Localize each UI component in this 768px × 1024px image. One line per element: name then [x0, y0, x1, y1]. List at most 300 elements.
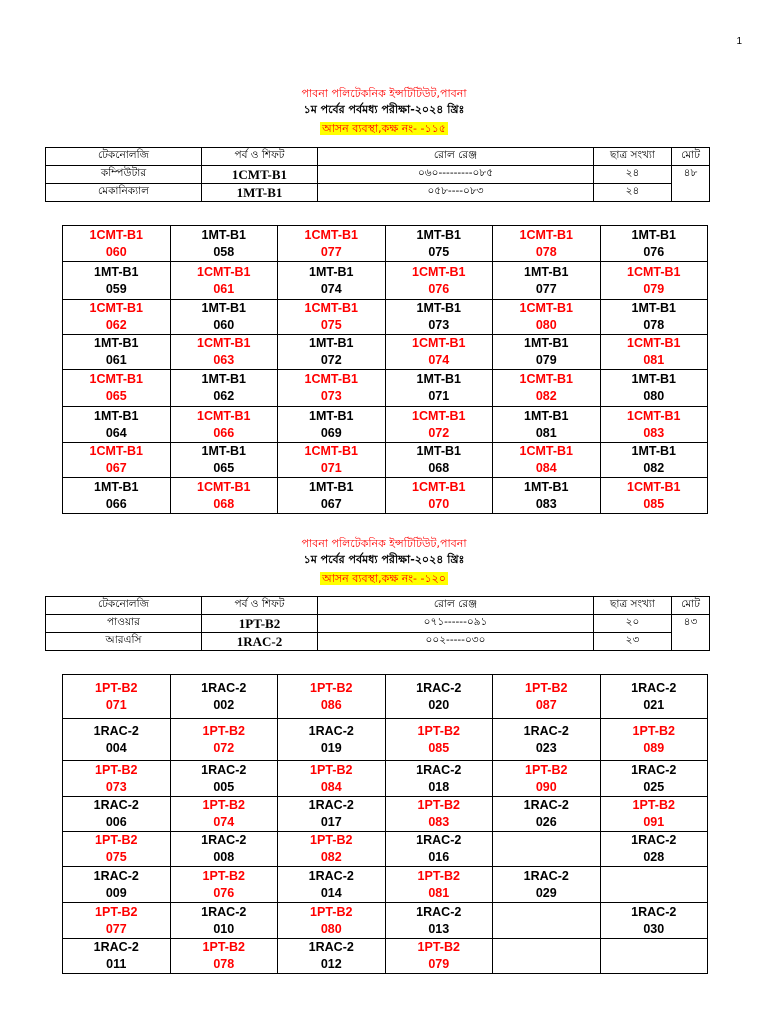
seat-cell: [600, 262, 708, 300]
seat-group: 1PT-B2: [417, 940, 460, 954]
seat-cell: [600, 832, 708, 867]
seat-group: 1CMT-B1: [89, 301, 143, 315]
seat-cell: [493, 675, 601, 719]
seat-roll: 075: [428, 244, 450, 259]
seat-cell: [600, 443, 708, 478]
seat-cell: [385, 797, 493, 832]
header-shift: পর্ব ও শিফট: [202, 597, 318, 615]
seat-cell: [170, 335, 278, 370]
header-roll-range: রোল রেঞ্জ: [318, 148, 594, 166]
seat-row: [63, 903, 708, 939]
seat-roll: 060: [213, 318, 235, 332]
seat-roll: 077: [320, 244, 342, 259]
seat-roll: 058: [213, 244, 235, 259]
seat-group: 1RAC-2: [93, 798, 139, 812]
seat-group: 1PT-B2: [417, 723, 460, 738]
seat-cell: [170, 443, 278, 478]
seat-group: 1PT-B2: [417, 868, 460, 883]
seat-roll: 073: [320, 389, 342, 403]
technology-cell: মেকানিক্যাল: [46, 184, 202, 202]
summary-header-row: [46, 148, 710, 166]
seat-roll: 010: [213, 921, 235, 936]
seat-roll: 075: [105, 850, 127, 864]
seat-roll: 083: [428, 815, 450, 829]
total-cell: ৪৮: [672, 166, 710, 202]
seat-cell: [278, 832, 386, 867]
seat-row: [63, 226, 708, 262]
seat-roll: 085: [428, 740, 450, 755]
seat-group: 1RAC-2: [523, 798, 569, 812]
seat-cell: [63, 443, 171, 478]
seat-cell: [385, 226, 493, 262]
seat-roll: 081: [535, 425, 557, 440]
seat-group: 1CMT-B1: [627, 408, 681, 423]
technology-cell: কম্পিউটার: [46, 166, 202, 184]
seat-roll: 068: [213, 496, 235, 511]
seat-group: 1MT-B1: [201, 301, 246, 315]
seat-roll: 081: [428, 885, 450, 900]
seat-group: 1MT-B1: [524, 479, 569, 494]
seat-group: 1RAC-2: [93, 868, 139, 883]
seat-cell: [170, 226, 278, 262]
seat-group: 1RAC-2: [416, 833, 462, 847]
seat-cell: [493, 226, 601, 262]
seat-roll: 071: [320, 461, 342, 475]
seat-cell: [278, 226, 386, 262]
seat-cell: [385, 443, 493, 478]
seat-cell: [170, 797, 278, 832]
seat-cell: [63, 675, 171, 719]
seat-cell: [278, 675, 386, 719]
seat-group: 1CMT-B1: [197, 479, 251, 494]
student-count-cell: ২৩: [594, 633, 672, 651]
seat-cell: [385, 370, 493, 407]
seat-roll: 078: [643, 318, 665, 332]
header-shift: পর্ব ও শিফট: [202, 148, 318, 166]
seat-cell: [63, 719, 171, 761]
seat-roll: 090: [535, 779, 557, 794]
seat-cell: [493, 478, 601, 514]
seat-cell: [385, 903, 493, 939]
seat-roll: 081: [643, 353, 665, 367]
seat-roll: 082: [535, 389, 557, 403]
seat-cell: [600, 478, 708, 514]
seat-cell: [385, 675, 493, 719]
seat-group: 1PT-B2: [310, 762, 353, 777]
shift-cell: 1CMT-B1: [202, 166, 318, 184]
seat-group: 1CMT-B1: [304, 372, 358, 386]
seat-grid: [62, 225, 708, 514]
seat-roll: 002: [213, 697, 235, 712]
seat-group: 1RAC-2: [308, 868, 354, 883]
seat-group: 1PT-B2: [310, 680, 353, 695]
seat-group: 1PT-B2: [95, 680, 138, 695]
seat-roll: 012: [320, 957, 342, 971]
seat-group: 1MT-B1: [201, 227, 246, 242]
seat-roll: 083: [535, 496, 557, 511]
seat-group: 1PT-B2: [525, 762, 568, 777]
seat-roll: 077: [535, 281, 557, 296]
seat-roll: 014: [320, 885, 342, 900]
seat-cell: [600, 226, 708, 262]
seat-group: 1PT-B2: [95, 762, 138, 777]
seat-roll: 080: [643, 389, 665, 403]
seat-group: 1RAC-2: [93, 723, 139, 738]
seat-roll: 073: [105, 779, 127, 794]
seat-roll: 060: [105, 244, 127, 259]
seat-roll: 078: [213, 957, 235, 971]
seat-cell: [278, 300, 386, 335]
shift-cell: 1PT-B2: [202, 615, 318, 633]
seat-roll: 075: [320, 318, 342, 332]
summary-table: [45, 147, 710, 202]
header-technology: টেকনোলজি: [46, 597, 202, 615]
seat-roll: 076: [213, 885, 235, 900]
student-count-cell: ২৪: [594, 166, 672, 184]
seat-group: 1PT-B2: [525, 680, 568, 695]
seat-roll: 026: [535, 815, 557, 829]
seat-roll: 066: [213, 425, 235, 440]
seat-row: [63, 443, 708, 478]
seat-roll: 086: [320, 697, 342, 712]
seat-group: 1CMT-B1: [304, 444, 358, 458]
seat-roll: 079: [643, 281, 665, 296]
seat-group: 1MT-B1: [94, 264, 139, 279]
seat-cell: [63, 832, 171, 867]
seat-row: [63, 719, 708, 761]
seat-cell: [385, 867, 493, 903]
seat-group: 1RAC-2: [201, 904, 247, 919]
seat-cell: [385, 300, 493, 335]
seat-roll: 067: [320, 496, 342, 511]
seat-cell: [493, 370, 601, 407]
seat-group: 1MT-B1: [631, 444, 676, 458]
seat-cell: [600, 370, 708, 407]
seat-group: 1PT-B2: [202, 723, 245, 738]
seat-roll: 013: [428, 921, 450, 936]
seat-cell: [170, 832, 278, 867]
shift-cell: 1RAC-2: [202, 633, 318, 651]
seat-roll: 017: [320, 815, 342, 829]
seating-room-label: আসন ব্যবস্থা,কক্ষ নং- -১১৫: [322, 122, 446, 135]
seat-group: 1CMT-B1: [627, 336, 681, 350]
seat-row: [63, 370, 708, 407]
empty-seat-cell: [493, 939, 601, 974]
seat-row: [63, 939, 708, 974]
seat-group: 1RAC-2: [201, 680, 247, 695]
seat-cell: [278, 335, 386, 370]
technology-cell: পাওয়ার: [46, 615, 202, 633]
seat-cell: [278, 262, 386, 300]
seat-group: 1CMT-B1: [412, 264, 466, 279]
seat-roll: 084: [535, 461, 557, 475]
seat-cell: [170, 300, 278, 335]
summary-row: [46, 633, 710, 651]
seat-cell: [63, 226, 171, 262]
seat-group: 1CMT-B1: [197, 408, 251, 423]
seat-group: 1RAC-2: [93, 940, 139, 954]
seat-roll: 078: [535, 244, 557, 259]
seat-roll: 079: [535, 353, 557, 367]
seat-cell: [493, 262, 601, 300]
summary-row: [46, 166, 710, 184]
seat-group: 1MT-B1: [309, 479, 354, 494]
exam-title: ১ম পর্বের পর্বমধ্য পরীক্ষা-২০২৪ খ্রিঃ: [303, 553, 465, 566]
seat-cell: [385, 832, 493, 867]
seat-group: 1RAC-2: [416, 762, 462, 777]
empty-seat-cell: [493, 903, 601, 939]
seat-group: 1CMT-B1: [519, 372, 573, 386]
header-technology: টেকনোলজি: [46, 148, 202, 166]
seat-roll: 070: [428, 496, 450, 511]
seat-roll: 074: [428, 353, 450, 367]
seat-roll: 074: [213, 815, 235, 829]
seat-roll: 028: [643, 850, 665, 864]
seat-roll: 025: [643, 779, 665, 794]
seat-group: 1MT-B1: [631, 372, 676, 386]
seat-plan-header-room-120: [0, 536, 768, 585]
seat-group: 1MT-B1: [94, 408, 139, 423]
seat-roll: 071: [428, 389, 450, 403]
seat-group: 1MT-B1: [201, 444, 246, 458]
seat-group: 1PT-B2: [310, 904, 353, 919]
seat-group: 1CMT-B1: [89, 372, 143, 386]
roll-range-cell: ০০২-----০৩০: [318, 633, 594, 651]
seat-roll: 082: [320, 850, 342, 864]
seat-group: 1MT-B1: [416, 372, 461, 386]
seat-roll: 005: [213, 779, 235, 794]
seat-cell: [385, 761, 493, 797]
empty-seat-cell: [600, 867, 708, 903]
seating-room-label: আসন ব্যবস্থা,কক্ষ নং- -১২০: [322, 572, 446, 585]
seat-cell: [63, 370, 171, 407]
seat-roll: 020: [428, 697, 450, 712]
seat-cell: [63, 761, 171, 797]
seat-cell: [170, 719, 278, 761]
seat-group: 1CMT-B1: [412, 408, 466, 423]
seat-cell: [63, 300, 171, 335]
seat-group: 1PT-B2: [202, 798, 245, 812]
seat-cell: [278, 370, 386, 407]
seat-group: 1PT-B2: [95, 833, 138, 847]
seat-group: 1CMT-B1: [197, 336, 251, 350]
seat-cell: [278, 903, 386, 939]
seat-roll: 074: [320, 281, 342, 296]
seat-row: [63, 407, 708, 443]
seat-row: [63, 867, 708, 903]
seat-cell: [600, 300, 708, 335]
seat-row: [63, 832, 708, 867]
seat-group: 1RAC-2: [523, 723, 569, 738]
seat-roll: 076: [428, 281, 450, 296]
seat-group: 1RAC-2: [631, 904, 677, 919]
seat-group: 1RAC-2: [308, 798, 354, 812]
seat-cell: [385, 719, 493, 761]
seat-cell: [170, 675, 278, 719]
seat-row: [63, 797, 708, 832]
seat-roll: 080: [320, 921, 342, 936]
seat-group: 1MT-B1: [416, 301, 461, 315]
header-total: মোট: [672, 148, 710, 166]
seat-roll: 077: [105, 921, 127, 936]
seat-group: 1CMT-B1: [519, 301, 573, 315]
seat-roll: 063: [213, 353, 235, 367]
seat-group: 1RAC-2: [631, 833, 677, 847]
student-count-cell: ২০: [594, 615, 672, 633]
seat-roll: 079: [428, 957, 450, 971]
seat-plan-header-room-115: [0, 86, 768, 135]
empty-seat-cell: [493, 832, 601, 867]
seat-group: 1MT-B1: [416, 227, 461, 242]
seat-roll: 065: [213, 461, 235, 475]
seat-roll: 061: [105, 353, 127, 367]
roll-range-cell: ০৫৮----০৮৩: [318, 184, 594, 202]
seat-roll: 089: [643, 740, 665, 755]
seat-cell: [63, 867, 171, 903]
summary-row: [46, 615, 710, 633]
seat-group: 1RAC-2: [416, 904, 462, 919]
seat-cell: [600, 797, 708, 832]
seat-group: 1MT-B1: [309, 336, 354, 350]
seat-group: 1RAC-2: [308, 723, 354, 738]
seat-group: 1CMT-B1: [197, 264, 251, 279]
seat-cell: [170, 478, 278, 514]
seat-roll: 076: [643, 244, 665, 259]
seat-cell: [63, 478, 171, 514]
seat-cell: [600, 903, 708, 939]
seat-roll: 067: [105, 461, 127, 475]
header-roll-range: রোল রেঞ্জ: [318, 597, 594, 615]
seat-cell: [63, 262, 171, 300]
seat-group: 1RAC-2: [523, 868, 569, 883]
seat-roll: 062: [105, 318, 127, 332]
seat-cell: [170, 903, 278, 939]
total-cell: ৪৩: [672, 615, 710, 651]
seat-group: 1CMT-B1: [304, 227, 358, 242]
seat-roll: 069: [320, 425, 342, 440]
seat-group: 1MT-B1: [94, 336, 139, 350]
seat-group: 1CMT-B1: [519, 444, 573, 458]
seat-cell: [493, 407, 601, 443]
seat-roll: 021: [643, 697, 665, 712]
summary-table: [45, 596, 710, 651]
seat-roll: 004: [105, 740, 127, 755]
seat-roll: 008: [213, 850, 235, 864]
seat-roll: 006: [105, 815, 127, 829]
seat-cell: [278, 867, 386, 903]
seat-group: 1MT-B1: [309, 408, 354, 423]
seat-group: 1MT-B1: [524, 336, 569, 350]
seat-group: 1PT-B2: [202, 868, 245, 883]
seat-cell: [278, 719, 386, 761]
seat-group: 1PT-B2: [310, 833, 353, 847]
seat-roll: 029: [535, 885, 557, 900]
seat-cell: [493, 335, 601, 370]
seat-group: 1CMT-B1: [304, 301, 358, 315]
seat-group: 1CMT-B1: [627, 264, 681, 279]
header-total: মোট: [672, 597, 710, 615]
seat-group: 1MT-B1: [631, 301, 676, 315]
seat-group: 1PT-B2: [202, 940, 245, 954]
seat-roll: 080: [535, 318, 557, 332]
seat-group: 1MT-B1: [631, 227, 676, 242]
seat-group: 1PT-B2: [417, 798, 460, 812]
seat-group: 1MT-B1: [416, 444, 461, 458]
seat-group: 1CMT-B1: [412, 479, 466, 494]
seat-cell: [493, 797, 601, 832]
seat-row: [63, 478, 708, 514]
seat-roll: 009: [105, 885, 127, 900]
seat-group: 1CMT-B1: [627, 479, 681, 494]
seat-row: [63, 300, 708, 335]
seat-roll: 059: [105, 281, 127, 296]
seat-roll: 091: [643, 815, 665, 829]
shift-cell: 1MT-B1: [202, 184, 318, 202]
seat-grid: [62, 674, 708, 974]
seat-cell: [600, 407, 708, 443]
seat-cell: [63, 407, 171, 443]
seat-cell: [385, 262, 493, 300]
institute-name: পাবনা পলিটেকনিক ইন্সটিটিউট,পাবনা: [301, 87, 467, 100]
roll-range-cell: ০৭১------০৯১: [318, 615, 594, 633]
seat-cell: [385, 407, 493, 443]
seat-roll: 073: [428, 318, 450, 332]
seat-roll: 072: [213, 740, 235, 755]
seat-cell: [385, 939, 493, 974]
seat-cell: [493, 867, 601, 903]
seat-roll: 066: [105, 496, 127, 511]
seat-roll: 072: [428, 425, 450, 440]
seat-group: 1MT-B1: [309, 264, 354, 279]
seat-group: 1RAC-2: [201, 762, 247, 777]
seat-cell: [385, 335, 493, 370]
seat-row: [63, 761, 708, 797]
seat-cell: [170, 262, 278, 300]
seat-group: 1PT-B2: [95, 904, 138, 919]
seat-cell: [600, 675, 708, 719]
seat-row: [63, 335, 708, 370]
seat-cell: [278, 478, 386, 514]
seat-cell: [385, 478, 493, 514]
seat-row: [63, 675, 708, 719]
seat-group: 1RAC-2: [308, 940, 354, 954]
seat-roll: 062: [213, 389, 235, 403]
seat-cell: [278, 407, 386, 443]
seat-group: 1CMT-B1: [89, 444, 143, 458]
seat-group: 1MT-B1: [201, 372, 246, 386]
seat-cell: [170, 939, 278, 974]
seat-cell: [170, 370, 278, 407]
seat-roll: 061: [213, 281, 235, 296]
seat-group: 1PT-B2: [632, 723, 675, 738]
seat-group: 1PT-B2: [632, 798, 675, 812]
technology-cell: আরএসি: [46, 633, 202, 651]
seat-group: 1RAC-2: [416, 680, 462, 695]
seat-roll: 018: [428, 779, 450, 794]
exam-title: ১ম পর্বের পর্বমধ্য পরীক্ষা-২০২৪ খ্রিঃ: [303, 103, 465, 116]
seat-roll: 019: [320, 740, 342, 755]
roll-range-cell: ০৬০---------০৮৫: [318, 166, 594, 184]
empty-seat-cell: [600, 939, 708, 974]
seat-cell: [278, 761, 386, 797]
seat-roll: 087: [535, 697, 557, 712]
seat-cell: [600, 761, 708, 797]
seat-cell: [600, 719, 708, 761]
seat-group: 1MT-B1: [94, 479, 139, 494]
seat-group: 1RAC-2: [631, 680, 677, 695]
student-count-cell: ২৪: [594, 184, 672, 202]
seat-roll: 065: [105, 389, 127, 403]
